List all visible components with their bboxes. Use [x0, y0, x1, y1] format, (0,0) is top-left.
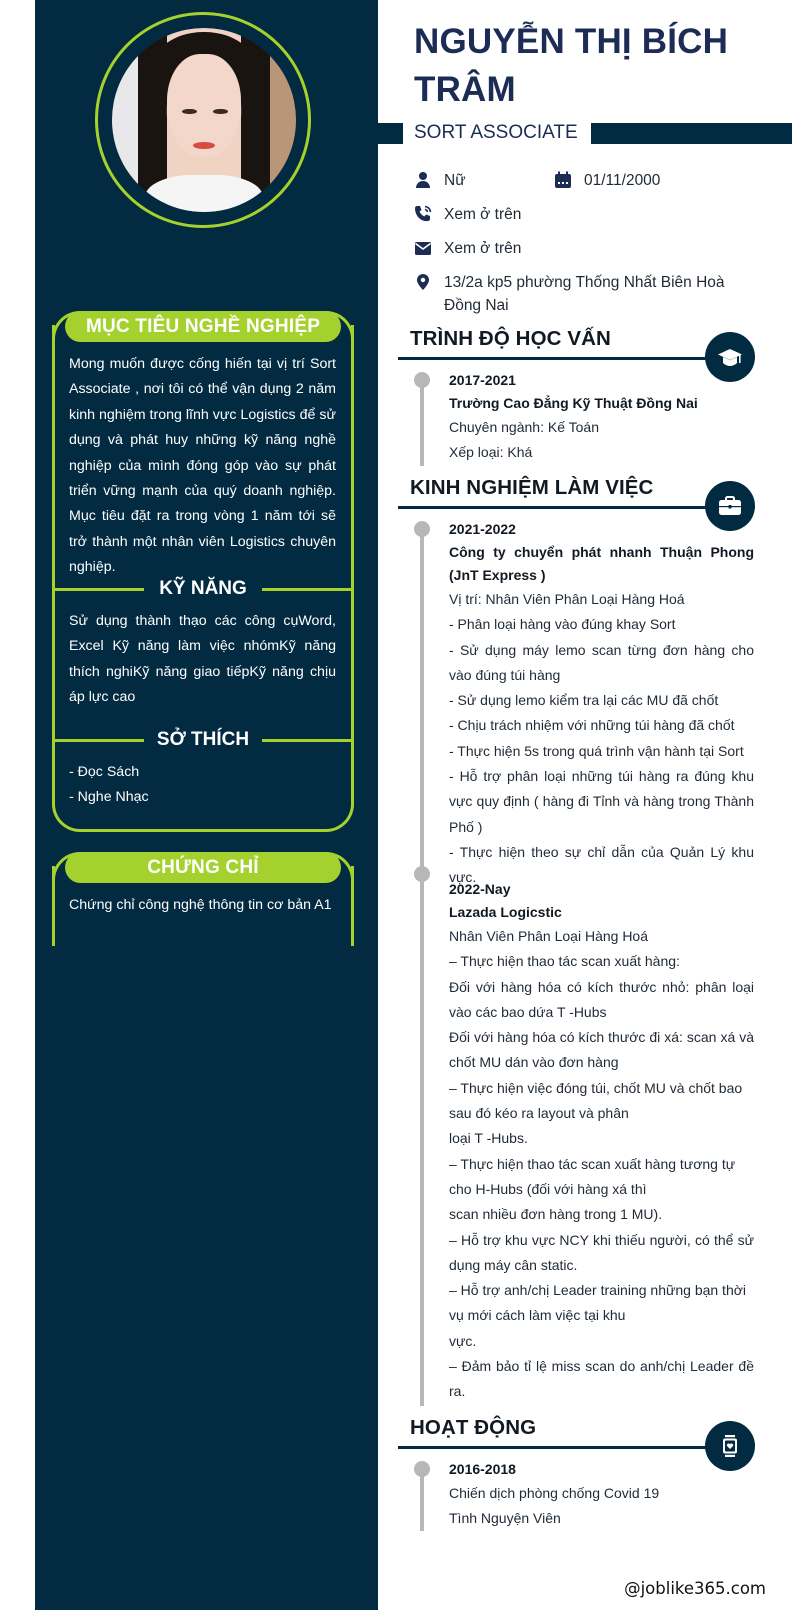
entry-line: - Thực hiện 5s trong quá trình vận hành tại Sort	[449, 742, 744, 759]
phone-icon	[414, 205, 432, 223]
gender-value: Nữ	[444, 172, 466, 189]
entry-line: Vị trí: Nhân Viên Phân Loại Hàng Hoá	[449, 591, 685, 607]
envelope-icon	[414, 239, 432, 257]
entry-line: - Sử dụng máy lemo scan từng đơn hàng cho vào đúng túi hàng	[449, 641, 754, 683]
divider	[262, 739, 354, 742]
entry-period: 2017-2021	[449, 372, 516, 388]
section-rule	[398, 357, 718, 360]
email-value: Xem ở trên	[444, 240, 522, 257]
goal-text: Mong muốn được cống hiến tại vị trí Sort Associate , nơi tôi có thể vận dụng 2 năm kinh nghiệm trong lĩnh vực Logistics để sử dụng và phát huy những kỹ năng nghề nghiệp của mình đóng góp vào sự phát triển vững mạnh của quý doanh nghiệp. Mục tiêu đặt ra trong vòng 1 năm tới sẽ trở thành một nhân viên Logistics chuyên nghiệp.	[69, 356, 336, 576]
company-name: Công ty chuyển phát nhanh Thuận Phong (JnT Express )	[449, 544, 754, 583]
entry-period: 2016-2018	[449, 1461, 516, 1477]
phone-row	[414, 203, 521, 226]
certificates-title: CHỨNG CHỈ	[65, 852, 341, 883]
entry-line: Nhân Viên Phân Loại Hàng Hoá	[449, 928, 649, 944]
entry-line: - Chịu trách nhiệm với những túi hàng đã chốt	[449, 717, 735, 734]
entry-line: scan nhiều đơn hàng trong 1 MU).	[449, 1206, 663, 1223]
certificates-text: Chứng chỉ công nghệ thông tin cơ bản A1	[69, 897, 332, 913]
calendar-icon	[554, 171, 572, 189]
section-rule	[398, 1446, 718, 1449]
entry-line: – Đảm bảo tỉ lệ miss scan do anh/chị Leader đề ra.	[449, 1358, 754, 1400]
section-rule	[398, 506, 718, 509]
entry-line: Chiến dịch phòng chống Covid 19	[449, 1485, 660, 1501]
dob-row	[554, 169, 660, 192]
watermark: @joblike365.com	[624, 1579, 766, 1598]
education-entry	[449, 369, 754, 466]
skills-text: Sử dụng thành thạo các công cụWord, Excel Kỹ năng làm việc nhómKỹ năng thích nghiKỹ năng giao tiếpKỹ năng chịu áp lực cao	[69, 613, 336, 706]
dob-value: 01/11/2000	[584, 172, 661, 189]
skills-title: KỸ NĂNG	[159, 578, 247, 599]
entry-line: - Sử dụng lemo kiểm tra lại các MU đã chốt	[449, 692, 719, 709]
entry-line: – Thực hiện thao tác scan xuất hàng:	[449, 953, 680, 970]
activities-title: HOẠT ĐỘNG	[410, 1416, 537, 1439]
sidebar	[35, 0, 378, 1610]
experience-heading	[398, 473, 754, 523]
education-title: TRÌNH ĐỘ HỌC VẤN	[410, 327, 611, 350]
skills-heading	[52, 574, 354, 604]
divider	[262, 588, 354, 591]
entry-line: Chuyên ngành: Kế Toán	[449, 419, 599, 435]
activity-entry	[449, 1458, 754, 1532]
entry-line: – Thực hiện việc đóng túi, chốt MU và chốt bao sau đó kéo ra layout và phân	[449, 1079, 743, 1122]
experience-title: KINH NGHIỆM LÀM VIỆC	[410, 476, 654, 499]
entry-line: Xếp loại: Khá	[449, 444, 533, 461]
timeline-line	[420, 380, 424, 466]
timeline-line	[420, 529, 424, 1406]
address-row	[414, 271, 754, 317]
phone-value: Xem ở trên	[444, 206, 522, 223]
gender-row	[414, 169, 466, 192]
person-icon	[414, 171, 432, 189]
email-row	[414, 237, 521, 260]
entry-line: - Thực hiện theo sự chỉ dẫn của Quản Lý khu vực.	[449, 843, 754, 886]
experience-entry	[449, 518, 754, 891]
education-heading	[398, 324, 754, 374]
goal-title: MỤC TIÊU NGHỀ NGHIỆP	[65, 311, 341, 342]
entry-line: - Phân loại hàng vào đúng khay Sort	[449, 616, 676, 633]
entry-period: 2021-2022	[449, 521, 516, 537]
hobby-item: - Đọc Sách	[69, 764, 140, 780]
candidate-name: NGUYỄN THỊ BÍCH TRÂM	[414, 22, 729, 109]
entry-period: 2022-Nay	[449, 881, 511, 897]
hobby-item: - Nghe Nhạc	[69, 789, 149, 806]
entry-line: vực.	[449, 1332, 477, 1349]
avatar-ring	[95, 12, 311, 228]
hobbies-list	[69, 760, 336, 811]
timeline-dot	[414, 866, 430, 882]
entry-line: – Hỗ trợ khu vực NCY khi thiếu người, có thể sử dụng máy cân static.	[449, 1231, 754, 1273]
entry-line: – Hỗ trợ anh/chị Leader training những bạn thời vụ mới cách làm việc tại khu	[449, 1282, 747, 1324]
entry-line: - Hỗ trợ phân loại những túi hàng ra đúng khu vực quy định ( hàng đi Tỉnh và hàng trong Thành Phố )	[449, 768, 754, 835]
company-name: Lazada Logicstic	[449, 904, 562, 920]
experience-entry	[449, 878, 754, 1405]
title-bar-decoration	[591, 123, 792, 144]
job-title: SORT ASSOCIATE	[414, 122, 578, 143]
address-value: 13/2a kp5 phường Thống Nhất Biên Hoà Đồng Nai	[444, 274, 725, 314]
timeline-dot	[414, 521, 430, 537]
activities-heading	[398, 1413, 754, 1463]
timeline-dot	[414, 372, 430, 388]
timeline-line	[420, 1469, 424, 1531]
location-pin-icon	[414, 273, 432, 291]
hobbies-title: SỞ THÍCH	[156, 729, 250, 750]
hobbies-heading	[52, 725, 354, 755]
entry-line: loại T -Hubs.	[449, 1130, 528, 1147]
title-bar-decoration	[378, 123, 403, 144]
entry-line: Tình Nguyện Viên	[449, 1510, 561, 1527]
school-name: Trường Cao Đẳng Kỹ Thuật Đồng Nai	[449, 395, 698, 411]
timeline-dot	[414, 1461, 430, 1477]
entry-line: Đối với hàng hóa có kích thước đi xá: scan xá và chốt MU dán vào đơn hàng	[449, 1029, 754, 1071]
entry-line: – Thực hiện thao tác scan xuất hàng tương tự cho H-Hubs (đối với hàng xá thì	[449, 1155, 736, 1197]
entry-line: Đối với hàng hóa có kích thước nhỏ: phân loại vào các bao dứa T -Hubs	[449, 978, 754, 1020]
avatar	[112, 28, 296, 212]
